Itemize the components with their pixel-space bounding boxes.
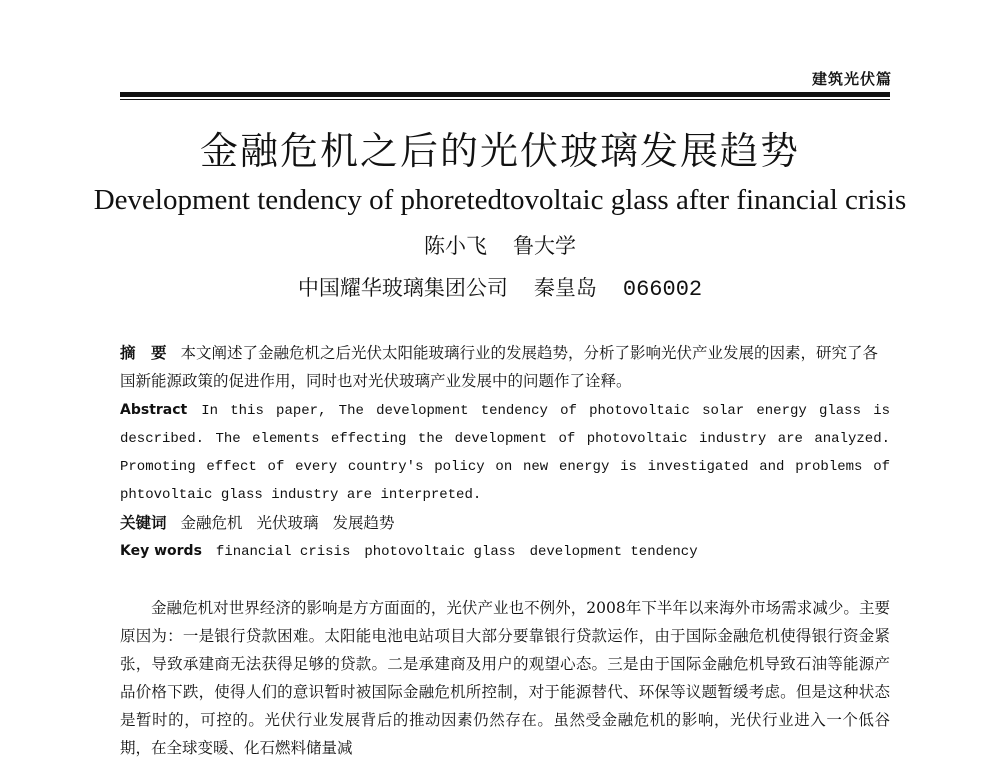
keyword-cn-3: 发展趋势	[332, 514, 395, 532]
title-english: Development tendency of phoretedtovoltaic glass after financial crisis	[93, 184, 907, 216]
body-paragraph-1: 金融危机对世界经济的影响是方方面面的，光伏产业也不例外，2008年下半年以来海外市场需求减少。主要原因为：一是银行贷款困难。太阳能电池电站项目大部分要靠银行贷款运作，由于国际金融危机使得银行资金紧张，导致承建商无法获得足够的贷款。二是承建商及用户的观望心态。三是由于国际金融危机导致石油等能源产品价格下跌，使得人们的意识暂时被国际金融危机所控制，对于能源替代、环保等议题暂缓考虑。但是这种状态是暂时的，可控的。光伏行业发展背后的推动因素仍然存在。虽然受金融危机的影响，光伏行业进入一个低谷期，在全球变暖、化石燃料储量减	[120, 599, 890, 757]
keywords-cn-label: 关键词	[120, 514, 167, 532]
keywords-english	[120, 537, 890, 566]
keyword-en-2: photovoltaic glass	[364, 544, 516, 560]
keywords-chinese	[120, 509, 890, 537]
header-rule-thick	[120, 92, 890, 97]
keywords-en-label: Key words	[120, 543, 202, 559]
affiliation-city: 秦皇岛	[533, 276, 597, 300]
affiliation-postcode: 066002	[622, 277, 703, 302]
affiliation	[0, 272, 1000, 302]
keyword-en-3: development tendency	[529, 544, 698, 560]
title-chinese: 金融危机之后的光伏玻璃发展趋势	[199, 129, 800, 173]
abstract-cn-text: 本文阐述了金融危机之后光伏太阳能玻璃行业的发展趋势，分析了影响光伏产业发展的因素，研究了各国新能源政策的促进作用，同时也对光伏玻璃产业发展中的问题作了诠释。	[120, 344, 879, 390]
abstract-cn-label: 摘 要	[120, 344, 167, 362]
abstract-english	[120, 396, 890, 509]
header-rule-thin	[120, 99, 890, 100]
keyword-cn-1: 金融危机	[180, 514, 243, 532]
authors	[0, 230, 1000, 260]
author-2: 鲁大学	[513, 234, 576, 258]
abstract-chinese	[120, 339, 890, 395]
abstract-en-label: Abstract	[120, 402, 188, 418]
abstract-en-text: In this paper, The development tendency of photovoltaic solar energy glass is described. The elements effecting the development of photovoltaic industry are analyzed. Promoting effect of every country's policy on new energy is investigated and problems of phtovoltaic glass industry are interpreted.	[120, 403, 890, 503]
author-1: 陈小飞	[424, 234, 487, 258]
keyword-cn-2: 光伏玻璃	[256, 514, 319, 532]
affiliation-org: 中国耀华玻璃集团公司	[297, 276, 508, 300]
section-tag: 建筑光伏篇	[811, 70, 892, 88]
keyword-en-1: financial crisis	[215, 544, 351, 560]
